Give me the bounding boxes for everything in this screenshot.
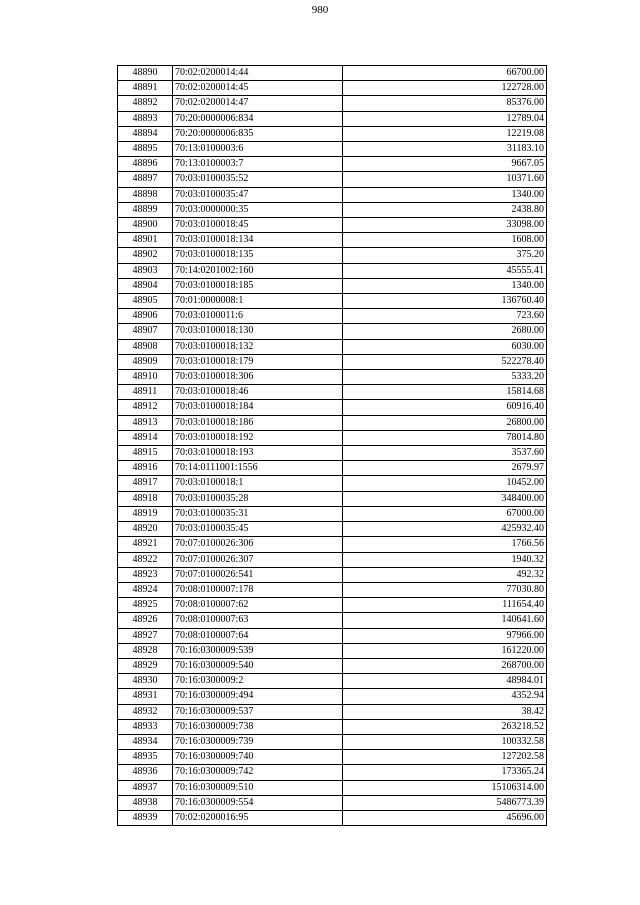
cadastral-number-cell: 70:03:0100018:179 bbox=[173, 354, 343, 369]
table-row bbox=[118, 142, 547, 157]
value-cell: 78014.80 bbox=[343, 430, 547, 445]
table-row bbox=[118, 233, 547, 248]
table-row bbox=[118, 354, 547, 369]
table-row bbox=[118, 294, 547, 309]
cadastral-number-cell: 70:16:0300009:539 bbox=[173, 643, 343, 658]
cadastral-number-cell: 70:16:0300009:510 bbox=[173, 780, 343, 795]
row-number-cell: 48919 bbox=[118, 506, 173, 521]
row-number-cell: 48931 bbox=[118, 689, 173, 704]
table-row bbox=[118, 66, 547, 81]
value-cell: 31183.10 bbox=[343, 142, 547, 157]
cadastral-number-cell: 70:03:0100035:28 bbox=[173, 491, 343, 506]
value-cell: 38.42 bbox=[343, 704, 547, 719]
table-row bbox=[118, 172, 547, 187]
value-cell: 1608.00 bbox=[343, 233, 547, 248]
value-cell: 136760.40 bbox=[343, 294, 547, 309]
table-row bbox=[118, 689, 547, 704]
table-row bbox=[118, 780, 547, 795]
cadastral-number-cell: 70:03:0100018:185 bbox=[173, 278, 343, 293]
row-number-cell: 48924 bbox=[118, 582, 173, 597]
cadastral-number-cell: 70:03:0000000:35 bbox=[173, 202, 343, 217]
value-cell: 48984.01 bbox=[343, 674, 547, 689]
value-cell: 15814.68 bbox=[343, 385, 547, 400]
row-number-cell: 48899 bbox=[118, 202, 173, 217]
row-number-cell: 48930 bbox=[118, 674, 173, 689]
cadastral-number-cell: 70:03:0100018:186 bbox=[173, 415, 343, 430]
row-number-cell: 48918 bbox=[118, 491, 173, 506]
cadastral-number-cell: 70:02:0200014:45 bbox=[173, 81, 343, 96]
value-cell: 6030.00 bbox=[343, 339, 547, 354]
value-cell: 127202.58 bbox=[343, 750, 547, 765]
value-cell: 26800.00 bbox=[343, 415, 547, 430]
table-row bbox=[118, 96, 547, 111]
table-row bbox=[118, 537, 547, 552]
row-number-cell: 48898 bbox=[118, 187, 173, 202]
table-row bbox=[118, 111, 547, 126]
cadastral-number-cell: 70:02:0200016:95 bbox=[173, 810, 343, 825]
value-cell: 3537.60 bbox=[343, 446, 547, 461]
row-number-cell: 48894 bbox=[118, 126, 173, 141]
table-row bbox=[118, 598, 547, 613]
table-row bbox=[118, 582, 547, 597]
table-row bbox=[118, 370, 547, 385]
row-number-cell: 48903 bbox=[118, 263, 173, 278]
cadastral-number-cell: 70:16:0300009:540 bbox=[173, 658, 343, 673]
cadastral-number-cell: 70:02:0200014:44 bbox=[173, 66, 343, 81]
value-cell: 1340.00 bbox=[343, 187, 547, 202]
table-row bbox=[118, 324, 547, 339]
row-number-cell: 48900 bbox=[118, 218, 173, 233]
cadastral-number-cell: 70:03:0100035:47 bbox=[173, 187, 343, 202]
value-cell: 140641.60 bbox=[343, 613, 547, 628]
value-cell: 100332.58 bbox=[343, 734, 547, 749]
value-cell: 12219.08 bbox=[343, 126, 547, 141]
cadastral-number-cell: 70:07:0100026:541 bbox=[173, 567, 343, 582]
value-cell: 10452.00 bbox=[343, 476, 547, 491]
table-row bbox=[118, 461, 547, 476]
cadastral-number-cell: 70:03:0100018:192 bbox=[173, 430, 343, 445]
row-number-cell: 48907 bbox=[118, 324, 173, 339]
table-row bbox=[118, 643, 547, 658]
value-cell: 492.32 bbox=[343, 567, 547, 582]
table-row bbox=[118, 202, 547, 217]
cadastral-number-cell: 70:07:0100026:306 bbox=[173, 537, 343, 552]
row-number-cell: 48906 bbox=[118, 309, 173, 324]
row-number-cell: 48936 bbox=[118, 765, 173, 780]
cadastral-number-cell: 70:03:0100035:31 bbox=[173, 506, 343, 521]
row-number-cell: 48893 bbox=[118, 111, 173, 126]
value-cell: 263218.52 bbox=[343, 719, 547, 734]
cadastral-number-cell: 70:02:0200014:47 bbox=[173, 96, 343, 111]
value-cell: 33098.00 bbox=[343, 218, 547, 233]
row-number-cell: 48904 bbox=[118, 278, 173, 293]
cadastral-number-cell: 70:07:0100026:307 bbox=[173, 552, 343, 567]
value-cell: 4352.94 bbox=[343, 689, 547, 704]
cadastral-number-cell: 70:03:0100018:135 bbox=[173, 248, 343, 263]
value-cell: 97966.00 bbox=[343, 628, 547, 643]
value-cell: 2679.97 bbox=[343, 461, 547, 476]
cadastral-number-cell: 70:03:0100018:132 bbox=[173, 339, 343, 354]
row-number-cell: 48905 bbox=[118, 294, 173, 309]
table-row bbox=[118, 658, 547, 673]
row-number-cell: 48902 bbox=[118, 248, 173, 263]
table-row bbox=[118, 750, 547, 765]
cadastral-number-cell: 70:03:0100018:306 bbox=[173, 370, 343, 385]
cadastral-number-cell: 70:14:0201002:160 bbox=[173, 263, 343, 278]
cadastral-number-cell: 70:08:0100007:178 bbox=[173, 582, 343, 597]
row-number-cell: 48923 bbox=[118, 567, 173, 582]
cadastral-number-cell: 70:03:0100018:134 bbox=[173, 233, 343, 248]
value-cell: 122728.00 bbox=[343, 81, 547, 96]
cadastral-number-cell: 70:03:0100018:45 bbox=[173, 218, 343, 233]
cadastral-number-cell: 70:03:0100035:52 bbox=[173, 172, 343, 187]
table-row bbox=[118, 795, 547, 810]
row-number-cell: 48911 bbox=[118, 385, 173, 400]
cadastral-number-cell: 70:03:0100018:130 bbox=[173, 324, 343, 339]
table-row bbox=[118, 385, 547, 400]
row-number-cell: 48925 bbox=[118, 598, 173, 613]
cadastral-number-cell: 70:16:0300009:740 bbox=[173, 750, 343, 765]
table-row bbox=[118, 491, 547, 506]
table-row bbox=[118, 674, 547, 689]
value-cell: 67000.00 bbox=[343, 506, 547, 521]
table-row bbox=[118, 278, 547, 293]
value-cell: 9667.05 bbox=[343, 157, 547, 172]
value-cell: 45555.41 bbox=[343, 263, 547, 278]
cadastral-number-cell: 70:13:0100003:6 bbox=[173, 142, 343, 157]
value-cell: 268700.00 bbox=[343, 658, 547, 673]
row-number-cell: 48926 bbox=[118, 613, 173, 628]
value-cell: 10371.60 bbox=[343, 172, 547, 187]
value-cell: 2438.80 bbox=[343, 202, 547, 217]
row-number-cell: 48938 bbox=[118, 795, 173, 810]
value-cell: 5333.20 bbox=[343, 370, 547, 385]
row-number-cell: 48932 bbox=[118, 704, 173, 719]
table-row bbox=[118, 400, 547, 415]
row-number-cell: 48927 bbox=[118, 628, 173, 643]
table-row bbox=[118, 157, 547, 172]
table-row bbox=[118, 628, 547, 643]
value-cell: 1940.32 bbox=[343, 552, 547, 567]
value-cell: 1766.56 bbox=[343, 537, 547, 552]
table-row bbox=[118, 187, 547, 202]
table-row bbox=[118, 704, 547, 719]
row-number-cell: 48939 bbox=[118, 810, 173, 825]
value-cell: 173365.24 bbox=[343, 765, 547, 780]
cadastral-number-cell: 70:16:0300009:739 bbox=[173, 734, 343, 749]
table-row bbox=[118, 734, 547, 749]
value-cell: 66700.00 bbox=[343, 66, 547, 81]
row-number-cell: 48934 bbox=[118, 734, 173, 749]
cadastral-number-cell: 70:20:0000006:834 bbox=[173, 111, 343, 126]
row-number-cell: 48891 bbox=[118, 81, 173, 96]
value-cell: 161220.00 bbox=[343, 643, 547, 658]
row-number-cell: 48908 bbox=[118, 339, 173, 354]
table-row bbox=[118, 446, 547, 461]
cadastral-number-cell: 70:20:0000006:835 bbox=[173, 126, 343, 141]
row-number-cell: 48913 bbox=[118, 415, 173, 430]
row-number-cell: 48909 bbox=[118, 354, 173, 369]
table-row bbox=[118, 567, 547, 582]
table-row bbox=[118, 522, 547, 537]
cadastral-value-table bbox=[117, 65, 547, 826]
table-row bbox=[118, 719, 547, 734]
cadastral-number-cell: 70:16:0300009:742 bbox=[173, 765, 343, 780]
value-cell: 723.60 bbox=[343, 309, 547, 324]
cadastral-number-cell: 70:08:0100007:64 bbox=[173, 628, 343, 643]
cadastral-number-cell: 70:16:0300009:494 bbox=[173, 689, 343, 704]
row-number-cell: 48922 bbox=[118, 552, 173, 567]
row-number-cell: 48920 bbox=[118, 522, 173, 537]
row-number-cell: 48916 bbox=[118, 461, 173, 476]
table-row bbox=[118, 552, 547, 567]
value-cell: 2680.00 bbox=[343, 324, 547, 339]
cadastral-number-cell: 70:16:0300009:738 bbox=[173, 719, 343, 734]
cadastral-number-cell: 70:03:0100011:6 bbox=[173, 309, 343, 324]
value-cell: 60916.40 bbox=[343, 400, 547, 415]
table-row bbox=[118, 506, 547, 521]
table-row bbox=[118, 218, 547, 233]
value-cell: 111654.40 bbox=[343, 598, 547, 613]
cadastral-number-cell: 70:03:0100018:193 bbox=[173, 446, 343, 461]
table-row bbox=[118, 415, 547, 430]
table-row bbox=[118, 309, 547, 324]
table-row bbox=[118, 81, 547, 96]
row-number-cell: 48917 bbox=[118, 476, 173, 491]
row-number-cell: 48912 bbox=[118, 400, 173, 415]
value-cell: 45696.00 bbox=[343, 810, 547, 825]
cadastral-number-cell: 70:13:0100003:7 bbox=[173, 157, 343, 172]
cadastral-number-cell: 70:16:0300009:554 bbox=[173, 795, 343, 810]
cadastral-number-cell: 70:16:0300009:2 bbox=[173, 674, 343, 689]
cadastral-number-cell: 70:03:0100018:1 bbox=[173, 476, 343, 491]
row-number-cell: 48929 bbox=[118, 658, 173, 673]
table-row bbox=[118, 476, 547, 491]
value-cell: 1340.00 bbox=[343, 278, 547, 293]
row-number-cell: 48937 bbox=[118, 780, 173, 795]
table-row bbox=[118, 430, 547, 445]
table-row bbox=[118, 810, 547, 825]
value-cell: 77030.80 bbox=[343, 582, 547, 597]
value-cell: 425932.40 bbox=[343, 522, 547, 537]
cadastral-number-cell: 70:08:0100007:62 bbox=[173, 598, 343, 613]
row-number-cell: 48921 bbox=[118, 537, 173, 552]
row-number-cell: 48901 bbox=[118, 233, 173, 248]
value-cell: 85376.00 bbox=[343, 96, 547, 111]
cadastral-number-cell: 70:03:0100018:46 bbox=[173, 385, 343, 400]
table-row bbox=[118, 765, 547, 780]
value-cell: 12789.04 bbox=[343, 111, 547, 126]
cadastral-number-cell: 70:03:0100018:184 bbox=[173, 400, 343, 415]
cadastral-number-cell: 70:03:0100035:45 bbox=[173, 522, 343, 537]
cadastral-number-cell: 70:08:0100007:63 bbox=[173, 613, 343, 628]
table-row bbox=[118, 248, 547, 263]
value-cell: 522278.40 bbox=[343, 354, 547, 369]
row-number-cell: 48895 bbox=[118, 142, 173, 157]
row-number-cell: 48892 bbox=[118, 96, 173, 111]
row-number-cell: 48890 bbox=[118, 66, 173, 81]
table-row bbox=[118, 339, 547, 354]
page-number: 980 bbox=[311, 4, 329, 16]
table-row bbox=[118, 613, 547, 628]
value-cell: 15106314.00 bbox=[343, 780, 547, 795]
row-number-cell: 48933 bbox=[118, 719, 173, 734]
row-number-cell: 48910 bbox=[118, 370, 173, 385]
table-row bbox=[118, 263, 547, 278]
value-cell: 375.20 bbox=[343, 248, 547, 263]
value-cell: 5486773.39 bbox=[343, 795, 547, 810]
cadastral-number-cell: 70:14:0111001:1556 bbox=[173, 461, 343, 476]
row-number-cell: 48928 bbox=[118, 643, 173, 658]
table-body bbox=[118, 66, 547, 826]
cadastral-number-cell: 70:16:0300009:537 bbox=[173, 704, 343, 719]
row-number-cell: 48896 bbox=[118, 157, 173, 172]
row-number-cell: 48897 bbox=[118, 172, 173, 187]
cadastral-number-cell: 70:01:0000008:1 bbox=[173, 294, 343, 309]
row-number-cell: 48915 bbox=[118, 446, 173, 461]
value-cell: 348400.00 bbox=[343, 491, 547, 506]
table-row bbox=[118, 126, 547, 141]
row-number-cell: 48935 bbox=[118, 750, 173, 765]
row-number-cell: 48914 bbox=[118, 430, 173, 445]
